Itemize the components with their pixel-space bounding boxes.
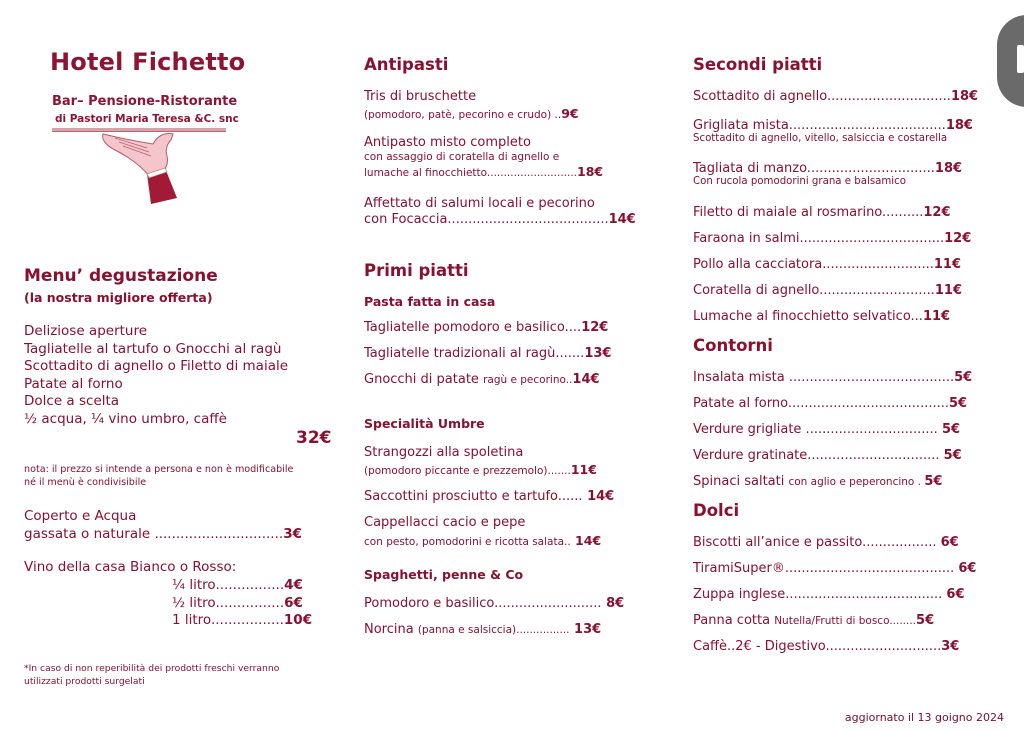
- menu-item: Pollo alla cacciatora...........................11€: [693, 257, 961, 272]
- subsection-title: Pasta fatta in casa: [364, 294, 496, 309]
- course-line: Deliziose aperture: [24, 323, 148, 339]
- waiter-hand-tray-icon: [95, 130, 215, 205]
- course-line: ½ acqua, ¼ vino umbro, caffè: [24, 410, 227, 427]
- last-updated: aggiornato il 13 goigno 2024: [844, 711, 1004, 724]
- menu-item: Affettato di salumi locali e pecorino con Focaccia.......................................14€: [364, 196, 636, 227]
- hotel-title: Hotel Fichetto: [50, 48, 246, 76]
- menu-item: Caffè..2€ - Digestivo............................3€: [693, 639, 960, 654]
- menu-item: Strangozzi alla spoletina (pomodoro piccante e prezzemolo).......11€: [364, 445, 597, 477]
- menu-item: Cappellacci cacio e pepe con pesto, pomodorini e ricotta salata.. 14€: [364, 515, 602, 548]
- menu-item: Saccottini prosciutto e tartufo...... 14€: [364, 489, 615, 504]
- frozen-products-note: *In caso di non reperibilità dei prodotti freschi verranno utilizzati prodotti surgelati: [24, 663, 280, 687]
- course-line: Tagliatelle al tartufo o Gnocchi al ragù: [24, 340, 282, 357]
- tasting-menu-courses: [24, 323, 288, 428]
- house-wine-sizes: [172, 577, 312, 630]
- section-antipasti-title: Antipasti: [364, 55, 449, 74]
- tasting-menu-note: [24, 463, 293, 489]
- menu-item: Zuppa inglese...................................... 6€: [693, 587, 965, 602]
- menu-item: Patate al forno.......................................5€: [693, 396, 968, 411]
- section-contorni-title: Contorni: [693, 336, 773, 355]
- tasting-menu-title: Menu’ degustazione: [24, 266, 218, 286]
- menu-item: Faraona in salmi...................................12€: [693, 231, 972, 246]
- menu-item: Tagliatelle pomodoro e basilico....12€: [364, 320, 609, 335]
- course-line: Dolce a scelta: [24, 393, 120, 409]
- hotel-subtitle: Bar– Pensione-Ristorante: [52, 94, 238, 109]
- cover-label: gassata o naturale ..............................: [24, 525, 284, 542]
- section-dolci-title: Dolci: [693, 501, 740, 520]
- wine-size-row: ½ litro................6€: [172, 594, 303, 611]
- menu-item: Filetto di maiale al rosmarino..........12€: [693, 205, 951, 220]
- section-secondi-title: Secondi piatti: [693, 55, 823, 74]
- cover-line2: [24, 526, 302, 544]
- menu-item: Tagliatelle tradizionali al ragù.......13€: [364, 346, 612, 361]
- menu-item: Spinaci saltati con aglio e peperoncino . 5€: [693, 474, 943, 489]
- menu-item: Coratella di agnello............................11€: [693, 283, 963, 298]
- menu-item: Insalata mista ........................................5€: [693, 370, 973, 385]
- cover-price: 3€: [283, 525, 302, 542]
- menu-item: Norcina (panna e salsiccia)................ 13€: [364, 622, 602, 637]
- menu-item: Lumache al finocchietto selvatico...11€: [693, 309, 951, 324]
- menu-item: Pomodoro e basilico.......................... 8€: [364, 596, 625, 611]
- menu-item: Panna cotta Nutella/Frutti di bosco........5€: [693, 613, 935, 628]
- course-line: Scottadito di agnello o Filetto di maiale: [24, 358, 289, 374]
- section-primi-title: Primi piatti: [364, 261, 469, 280]
- wine-size-row: 1 litro.................10€: [172, 612, 313, 628]
- subsection-title: Spaghetti, penne & Co: [364, 567, 524, 582]
- tasting-menu-price: 32€: [296, 428, 332, 448]
- menu-item: Biscotti all’anice e passito.................. 6€: [693, 535, 959, 550]
- wine-size-row: ¼ litro................4€: [172, 577, 303, 593]
- cover-line1: Coperto e Acqua: [24, 508, 137, 524]
- tasting-menu-subtitle: (la nostra migliore offerta): [24, 290, 213, 305]
- menu-item: Verdure gratinate................................ 5€: [693, 448, 962, 463]
- menu-item: Tagliata di manzo...............................18€ Con rucola pomodorini grana e balsamico: [693, 161, 963, 187]
- course-line: Patate al forno: [24, 375, 123, 392]
- menu-item: Grigliata mista......................................18€ Scottadito di agnello, vitello, salsiccia e costarella: [693, 118, 973, 144]
- menu-item: Antipasto misto completo con assaggio di coratella di agnello e lumache al finocchietto...........................18€: [364, 135, 604, 179]
- house-wine-title: Vino della casa Bianco o Rosso:: [24, 559, 237, 575]
- hotel-owner: di Pastori Maria Teresa &C. snc: [55, 113, 239, 125]
- cover-charge: [24, 508, 302, 543]
- note-line: nota: il prezzo si intende a persona e non è modificabile: [24, 464, 294, 475]
- side-tab-icon: [1017, 45, 1024, 73]
- menu-item: Scottadito di agnello..............................18€: [693, 89, 979, 104]
- menu-item: Gnocchi di patate ragù e pecorino..14€: [364, 372, 600, 387]
- menu-item: Verdure grigliate ................................ 5€: [693, 422, 961, 437]
- menu-item: TiramiSuper®......................................... 6€: [693, 561, 977, 576]
- menu-item: Tris di bruschette (pomodoro, patè, pecorino e crudo) ..9€: [364, 89, 579, 121]
- subsection-title: Specialità Umbre: [364, 416, 485, 431]
- note-line: né il menù è condivisibile: [24, 477, 147, 488]
